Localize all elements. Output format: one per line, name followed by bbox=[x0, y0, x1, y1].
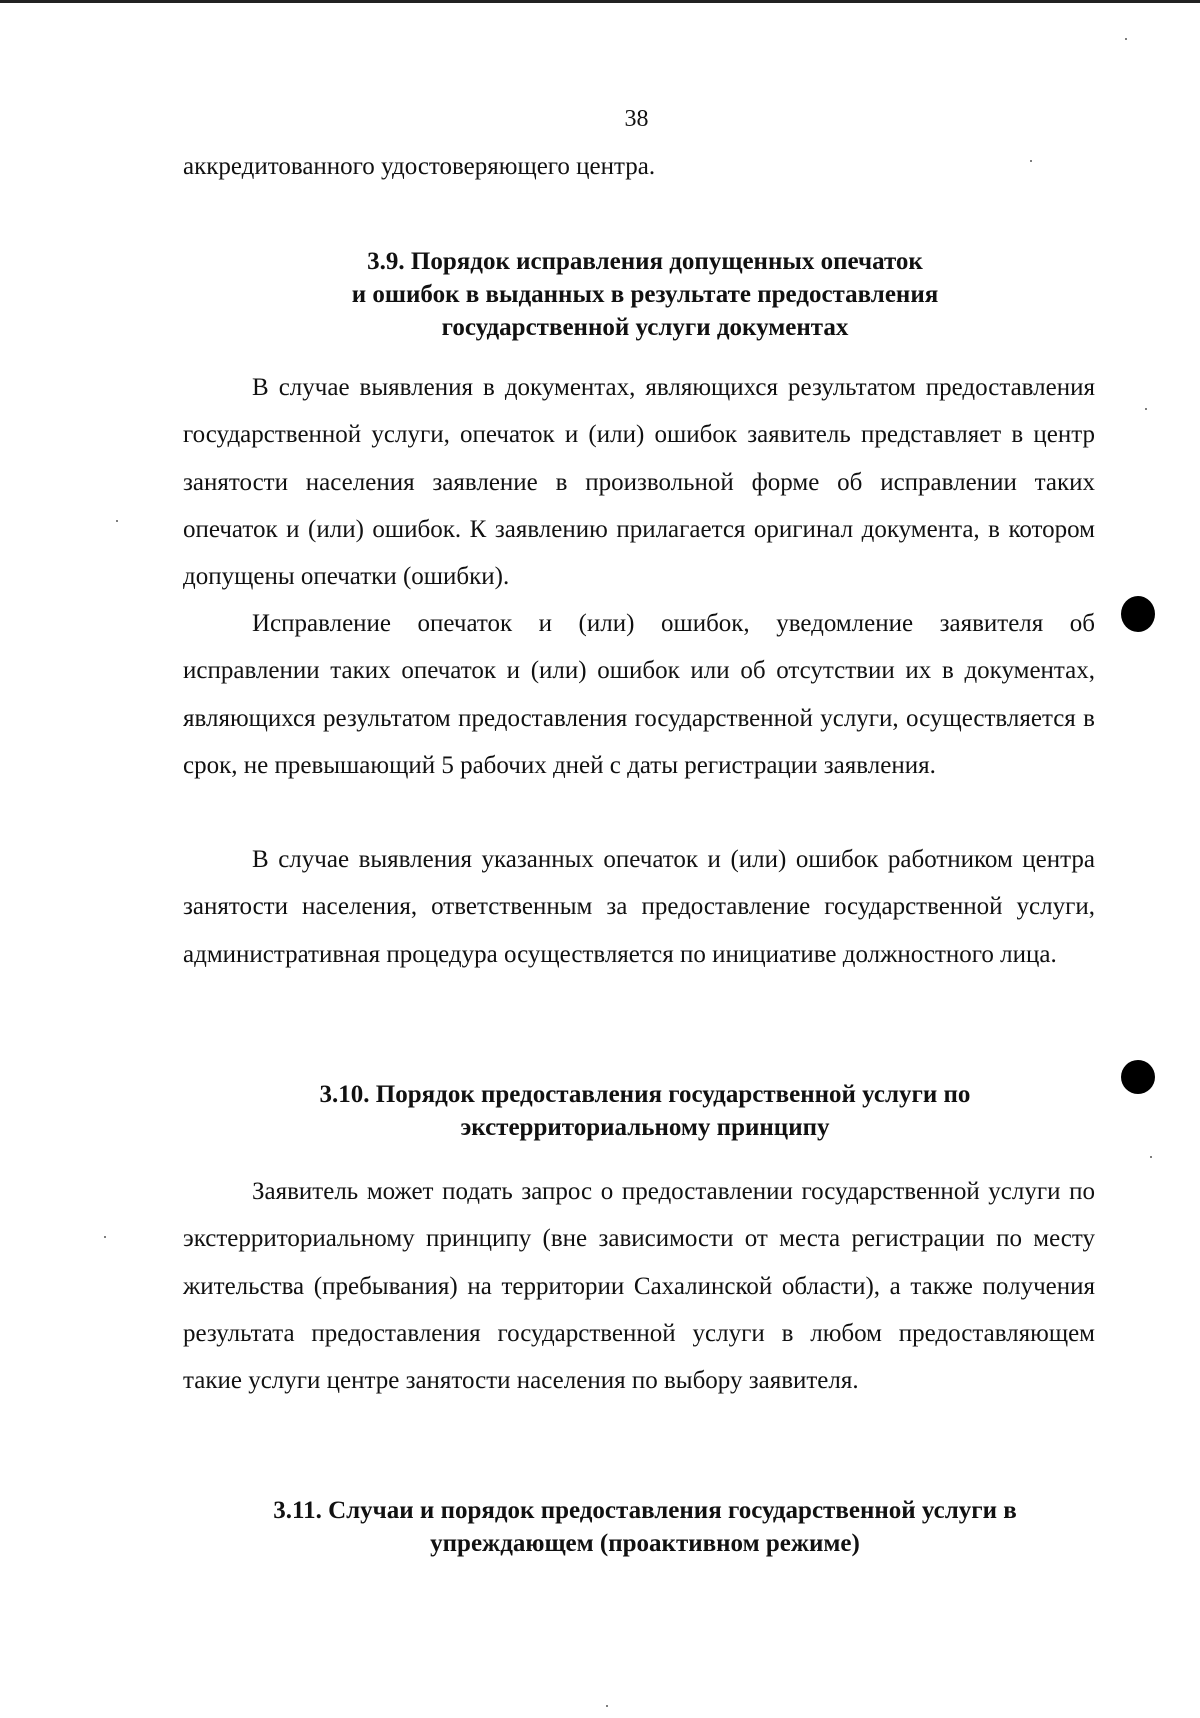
page-number: 38 bbox=[624, 106, 649, 132]
scan-blot bbox=[1121, 596, 1155, 632]
intro-line: аккредитованного удостоверяющего центра. bbox=[183, 153, 656, 180]
section-3-9-paragraph-2: Исправление опечаток и (или) ошибок, уведомление заявителя об исправлении таких опечаток и (или) ошибок или об отсутствии их в документах, являющихся результатом предоставления государственной услуги, осуществляется в срок, не превышающий 5 рабочих дней с даты регистрации заявления. bbox=[183, 610, 1095, 779]
scan-speck bbox=[104, 1236, 106, 1238]
section-3-9-paragraph-1: В случае выявления в документах, являющихся результатом предоставления государственной услуги, опечаток и (или) ошибок заявитель представляет в центр занятости населения заявление в произвольной форме об исправлении таких опечаток и (или) ошибок. К заявлению прилагается оригинал документа, в котором допущены опечатки (ошибки). bbox=[183, 374, 1095, 591]
heading-line: 3.9. Порядок исправления допущенных опечаток bbox=[367, 248, 923, 275]
section-3-9-heading bbox=[160, 245, 1130, 344]
scan-speck bbox=[1030, 160, 1032, 162]
scan-speck bbox=[116, 520, 118, 522]
heading-line: 3.10. Порядок предоставления государственной услуги по bbox=[319, 1081, 971, 1108]
section-3-11-heading bbox=[160, 1494, 1130, 1560]
heading-line: 3.11. Случаи и порядок предоставления государственной услуги в bbox=[273, 1497, 1017, 1524]
scan-blot bbox=[1121, 1060, 1155, 1094]
scan-speck bbox=[1125, 38, 1127, 40]
scan-speck bbox=[1150, 1156, 1152, 1158]
heading-line: и ошибок в выданных в результате предоставления bbox=[351, 281, 939, 308]
section-3-10-paragraph-1: Заявитель может подать запрос о предоставлении государственной услуги по экстерриториальному принципу (вне зависимости от места регистрации по месту жительства (пребывания) на территории Сахалинской области), а также получения результата предоставления государственной услуги в любом предоставляющем такие услуги центре занятости населения по выбору заявителя. bbox=[183, 1178, 1095, 1395]
scan-speck bbox=[1145, 408, 1147, 410]
heading-line: государственной услуги документах bbox=[441, 314, 849, 341]
heading-line: упреждающем (проактивном режиме) bbox=[430, 1530, 860, 1557]
scan-top-edge bbox=[0, 0, 1200, 3]
heading-line: экстерриториальному принципу bbox=[460, 1114, 830, 1141]
scan-speck bbox=[606, 1705, 608, 1707]
section-3-10-heading bbox=[160, 1078, 1130, 1144]
section-3-9-paragraph-3: В случае выявления указанных опечаток и (или) ошибок работником центра занятости населения, ответственным за предоставление государственной услуги, административная процедура осуществляется по инициативе должностного лица. bbox=[183, 846, 1095, 968]
